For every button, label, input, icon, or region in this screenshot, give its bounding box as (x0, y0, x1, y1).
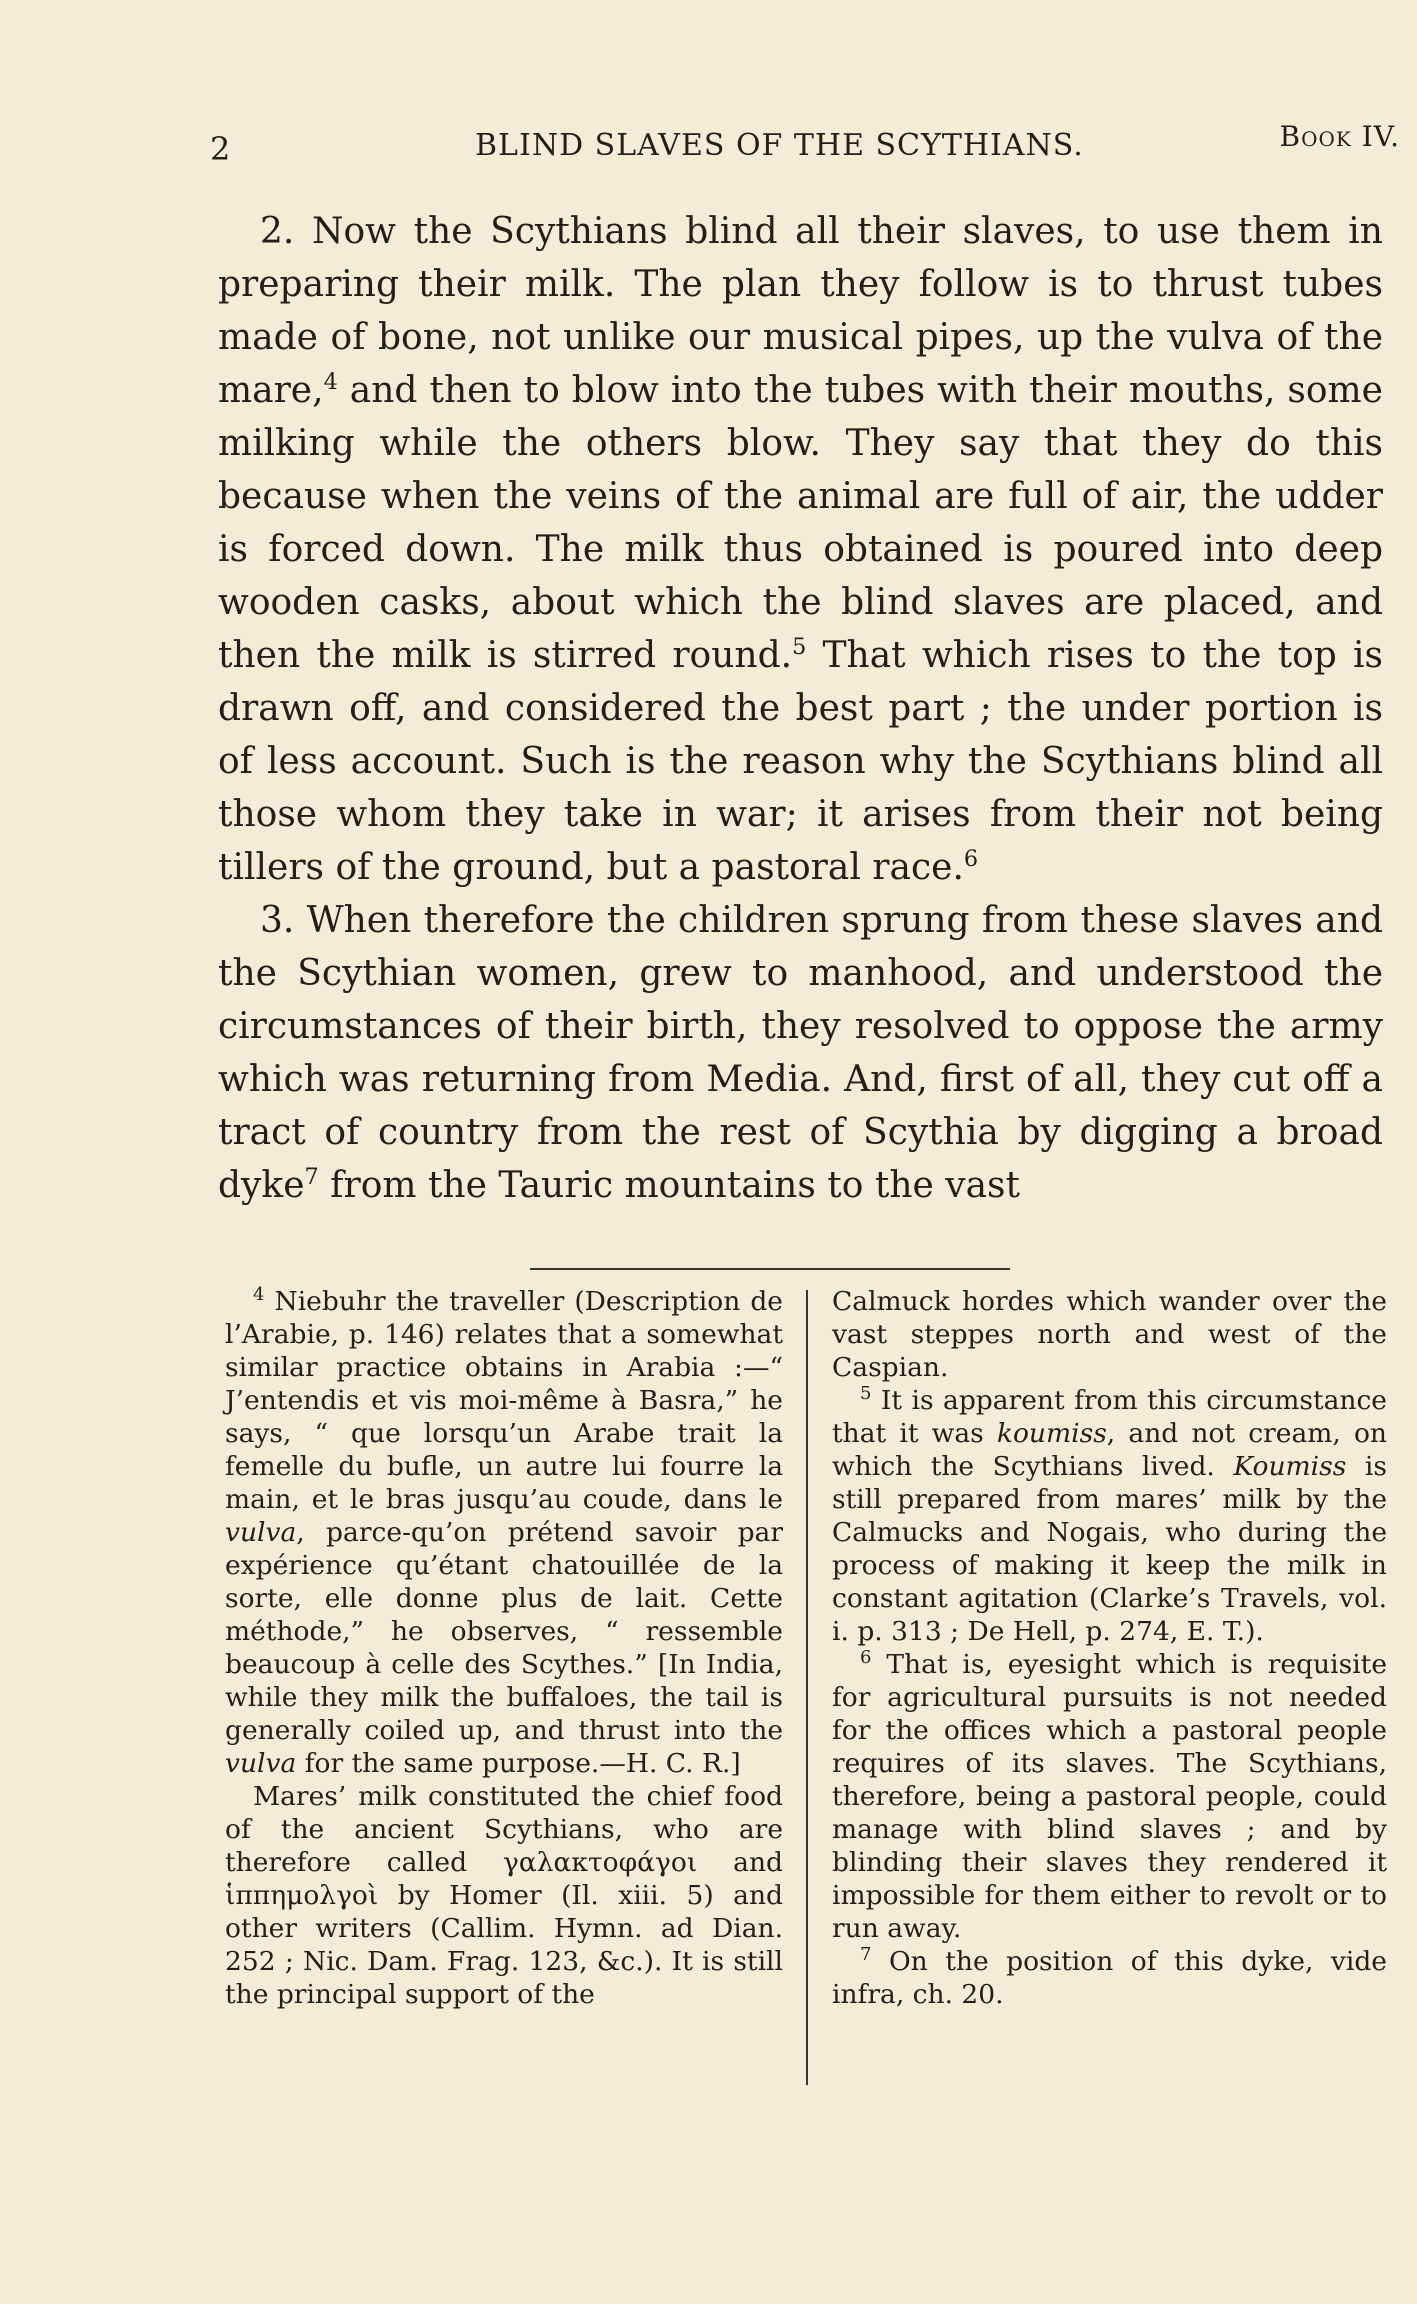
footnote-5-text-c: is still prepared from mares’ milk by the Calmucks and Nogais, who during the process of making it keep the milk in constant agitation (Clarke’s Travels, vol. i. p. 313 ; De Hell, p. 274, E. T.). (832, 1451, 1388, 1647)
main-text (218, 205, 1383, 1212)
footnote-6-text: That is, eyesight which is requisite for agricultural pursuits is not needed for the offices which a pastoral people requires of its slaves. The Scythians, therefore, being a pastoral people, could manage with blind slaves ; and by blinding their slaves they rendered it impossible for them either to revolt or to run away. (832, 1649, 1387, 1944)
footnote-4-text-d: Mares’ milk constituted the chief food of the ancient Scythians, who are therefore called γαλακτοφάγοι and ἱππημολγοὶ by Homer (Il. xiii. 5) and other writers (Callim. Hymn. ad Dian. 252 ; Nic. Dam. Frag. 123, &c.). It is still the principal support of the (225, 1781, 783, 2010)
footnote-6 (832, 1648, 1387, 1945)
paragraph-2-part-b: and then to blow into the tubes with their mouths, some milking while the others blow. They say that they do this because when the veins of the animal are full of air, the udder is forced down. The milk thus obtained is poured into deep wooden casks, about which the blind slaves are placed, and then the milk is stirred round. (218, 370, 1383, 676)
paragraph-3-part-b: from the Tauric mountains to the vast (318, 1165, 1020, 1206)
page-number: 2 (210, 130, 232, 168)
footnote-ref-7: 7 (304, 1164, 319, 1190)
paragraph-2-part-a: 2. Now the Scythians blind all their slaves, to use them in preparing their milk. The plan they follow is to thrust tubes made of bone, not unlike our musical pipes, up the vulva of the mare, (218, 211, 1383, 411)
book-label: Book IV. (1279, 120, 1400, 153)
footnote-4-end (832, 1285, 1387, 1384)
footnote-4-text-b: , parce-qu’on prétend savoir par expérience qu’étant chatouillée de la sorte, elle donne plus de lait. Cette méthode,” he observes, “ ressemble beaucoup à celle des Scythes.” [In India, while they milk the buffaloes, the tail is generally coiled up, and thrust into the (225, 1517, 783, 1746)
paragraph-3 (218, 894, 1383, 1212)
footnote-4-continued (225, 1780, 783, 2011)
footnote-4-text-c: for the same purpose.—H. C. R.] (296, 1748, 741, 1779)
footnote-4-vulva-2: vulva (225, 1748, 297, 1779)
footnote-7-mark: 7 (860, 1944, 872, 1966)
footnote-5-mark: 5 (860, 1383, 872, 1405)
footnote-column-divider (806, 1290, 808, 2085)
paragraph-2-part-c: That which rises to the top is drawn off, and considered the best part ; the under portion is of less account. Such is the reason why the Scythians blind all those whom they take in war; it arises from their not being tillers of the ground, but a pastoral race. (218, 635, 1384, 888)
running-head (210, 120, 1400, 170)
footnote-7-text: On the position of this dyke, vide infra, ch. 20. (832, 1946, 1387, 2010)
footnote-5-koumiss-1: koumiss (996, 1418, 1107, 1449)
footnote-5 (832, 1384, 1387, 1648)
footnotes-left-column (225, 1285, 783, 2011)
paragraph-3-part-a: 3. When therefore the children sprung from these slaves and the Scythian women, grew to manhood, and understood the circumstances of their birth, they resolved to oppose the army which was returning from Media. And, first of all, they cut off a tract of country from the rest of Scythia by digging a broad dyke (218, 900, 1383, 1206)
footnote-4-vulva-1: vulva (225, 1517, 297, 1548)
footnote-5-text-a: It is apparent from this circumstance that it was (832, 1385, 1387, 1449)
footnote-rule (530, 1268, 1010, 1270)
footnote-ref-6: 6 (963, 846, 979, 872)
footnote-7 (832, 1945, 1387, 2011)
footnote-4-text-e: Calmuck hordes which wander over the vast steppes north and west of the Caspian. (832, 1286, 1387, 1383)
footnote-6-mark: 6 (860, 1647, 872, 1669)
footnote-4-mark: 4 (253, 1284, 265, 1306)
footnotes-right-column (832, 1285, 1387, 2011)
footnote-4 (225, 1285, 783, 1780)
footnote-4-text-a: Niebuhr the traveller (Description de l’Arabie, p. 146) relates that a somewhat similar practice obtains in Arabia :—“ J’entendis et vis moi-même à Basra,” he says, “ que lorsqu’un Arabe trait la femelle du bufle, un autre lui fourre la main, et le bras jusqu’au coude, dans le (225, 1286, 783, 1515)
running-title: BLIND SLAVES OF THE SCYTHIANS. (475, 128, 1084, 163)
paragraph-2 (218, 205, 1383, 894)
footnote-5-text-b: , and not cream, on which the Scythians lived. (832, 1418, 1387, 1482)
footnote-ref-4: 4 (323, 369, 338, 395)
footnote-5-koumiss-2: Koumiss (1233, 1451, 1347, 1482)
footnote-ref-5: 5 (792, 634, 807, 660)
